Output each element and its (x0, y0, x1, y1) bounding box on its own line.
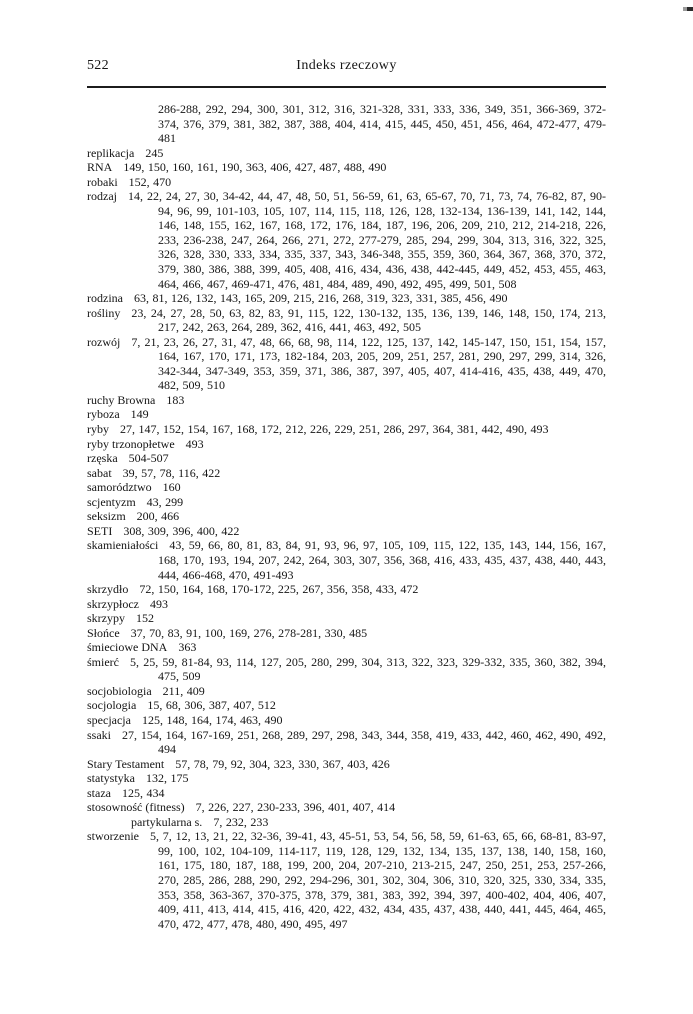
entry-pages: 57, 78, 79, 92, 304, 323, 330, 367, 403, 426 (175, 756, 390, 771)
entry-term: ruchy Browna (87, 392, 156, 407)
entry-pages: 504-507 (128, 451, 169, 466)
entry-pages: 493 (149, 596, 168, 611)
entry-term: Stary Testament (87, 756, 165, 771)
entry-pages: 15, 68, 306, 387, 407, 512 (147, 698, 276, 713)
index-entry (87, 335, 606, 393)
index-entry (87, 146, 606, 161)
index-entry (87, 786, 606, 801)
index-entry (87, 800, 606, 815)
entry-term: robaki (87, 174, 118, 189)
entry-term: stworzenie (87, 829, 139, 844)
index-entry (87, 597, 606, 612)
index-entry (87, 306, 606, 335)
index-entry (87, 495, 606, 510)
index-entry (87, 524, 606, 539)
index-entry (87, 407, 606, 422)
header-divider (87, 86, 606, 88)
entry-pages: 152, 470 (128, 174, 172, 189)
index-entry (87, 626, 606, 641)
entry-term: rośliny (87, 305, 121, 320)
entry-pages: 125, 148, 164, 174, 463, 490 (141, 712, 283, 727)
entry-pages: 43, 59, 66, 80, 81, 83, 84, 91, 93, 96, 97, 105, 109, 115, 122, 135, 143, 144, 156, 167, 168, 170, 193, 194, 207, 242, 264, 303, 307, 356, 368, 416, 433, 435, 437, 438, 440, 443, 444, 466-468, 470, 491-493 (158, 538, 606, 582)
entry-pages: 183 (166, 392, 185, 407)
entry-pages: 7, 232, 233 (213, 814, 269, 829)
entry-pages: 149, 150, 160, 161, 190, 363, 406, 427, 487, 488, 490 (123, 160, 387, 175)
entry-term: skrzypy (87, 611, 125, 626)
index-entry (87, 829, 606, 931)
entry-term: sabat (87, 465, 112, 480)
entry-pages: 493 (185, 436, 204, 451)
index-entry (87, 640, 606, 655)
entry-term: RNA (87, 160, 113, 175)
entry-pages: 27, 154, 164, 167-169, 251, 268, 289, 297, 298, 343, 344, 358, 419, 433, 442, 460, 462, 490, 492, 494 (122, 727, 606, 757)
entry-term: rzęska (87, 451, 118, 466)
entry-pages: 125, 434 (121, 785, 165, 800)
page-number: 522 (87, 58, 109, 73)
index-entry-continuation (87, 102, 606, 146)
entry-term: scjentyzm (87, 494, 136, 509)
entry-pages: 286-288, 292, 294, 300, 301, 312, 316, 321-328, 331, 333, 336, 349, 351, 366-369, 372-374, 376, 379, 381, 382, 387, 388, 404, 414, 415, 445, 450, 451, 456, 464, 472-477, 479-481 (158, 102, 606, 146)
entry-pages: 39, 57, 78, 116, 422 (122, 465, 221, 480)
index-entry (87, 160, 606, 175)
entry-term: samorództwo (87, 480, 152, 495)
entry-term: ryboza (87, 407, 120, 422)
entry-pages: 160 (162, 480, 181, 495)
index-entry (87, 728, 606, 757)
index-entry (87, 655, 606, 684)
index-entry (87, 393, 606, 408)
index-entry (87, 291, 606, 306)
page-header (87, 58, 606, 80)
index-entry (87, 611, 606, 626)
index-entry (87, 509, 606, 524)
entry-term: statystyka (87, 771, 135, 786)
entry-pages: 63, 81, 126, 132, 143, 165, 209, 215, 216, 268, 319, 323, 331, 385, 456, 490 (133, 291, 508, 306)
entry-term: skamieniałości (87, 538, 159, 553)
entry-term: stosowność (fitness) (87, 800, 185, 815)
entry-pages: 14, 22, 24, 27, 30, 34-42, 44, 47, 48, 50, 51, 56-59, 61, 63, 65-67, 70, 71, 73, 74, 76-82, 87, 90-94, 96, 99, 101-103, 105, 107, 114, 115, 118, 126, 128, 132-134, 136-139, 141, 142, 144, 146, 148, 155, 162, 167, 168, 172, 176, 184, 187, 196, 206, 209, 210, 212, 214-218, 226, 233, 236-238, 247, 264, 266, 271, 272, 277-279, 285, 294, 299, 304, 313, 316, 322, 325, 326, 328, 330, 333, 334, 335, 337, 343, 346-348, 355, 359, 360, 364, 367, 368, 370, 372, 379, 380, 386, 388, 399, 405, 408, 416, 434, 436, 438, 442-445, 449, 452, 453, 455, 463, 464, 466, 467, 469-471, 476, 481, 484, 489, 490, 492, 495, 499, 501, 508 (127, 189, 606, 291)
entry-pages: 43, 299 (146, 494, 184, 509)
index-entry (87, 698, 606, 713)
index-entry (87, 422, 606, 437)
index-entry (87, 757, 606, 772)
entry-pages: 5, 7, 12, 13, 21, 22, 32-36, 39-41, 43, 45-51, 53, 54, 56, 58, 59, 61-63, 65, 66, 68-81, 83-97, 99, 100, 102, 104-109, 114-117, 119, 128, 129, 132, 134, 135, 137, 138, 140, 158, 160, 161, 175, 180, 187, 188, 199, 200, 204, 207-210, 213-215, 247, 250, 251, 253, 257-266, 270, 285, 286, 288, 290, 292, 294-296, 301, 302, 304, 306, 310, 320, 325, 330, 334, 335, 353, 358, 363-367, 370-375, 378, 379, 381, 383, 392, 394, 397, 400-402, 404, 406, 407, 409, 411, 413, 414, 415, 416, 420, 422, 432, 434, 435, 437, 438, 440, 441, 445, 464, 465, 470, 472, 477, 478, 480, 490, 495, 497 (149, 829, 606, 931)
entry-pages: 7, 21, 23, 26, 27, 31, 47, 48, 66, 68, 98, 114, 122, 125, 137, 142, 145-147, 150, 151, 154, 157, 164, 167, 170, 171, 173, 182-184, 203, 205, 209, 251, 257, 281, 290, 297, 299, 314, 326, 342-344, 347-349, 353, 359, 371, 386, 387, 397, 405, 407, 414-416, 435, 438, 449, 470, 482, 509, 510 (131, 334, 606, 393)
entry-term: Słońce (87, 625, 120, 640)
entry-term: SETI (87, 523, 113, 538)
entry-term: staza (87, 785, 111, 800)
entry-pages: 5, 25, 59, 81-84, 93, 114, 127, 205, 280, 299, 304, 313, 322, 323, 329-332, 335, 360, 382, 394, 475, 509 (130, 654, 606, 684)
entry-term: socjologia (87, 698, 137, 713)
entry-term: rodzina (87, 291, 123, 306)
index-subentry (87, 815, 606, 830)
index-entry (87, 189, 606, 291)
entry-term: śmierć (87, 654, 119, 669)
entry-pages: 23, 24, 27, 28, 50, 63, 82, 83, 91, 115, 122, 130-132, 135, 136, 139, 146, 148, 150, 174, 213, 217, 242, 263, 264, 289, 362, 416, 441, 463, 492, 505 (131, 305, 606, 335)
entry-term: replikacja (87, 145, 135, 160)
entry-term: ryby trzonopłetwe (87, 436, 175, 451)
entry-pages: 363 (178, 640, 197, 655)
entry-term: partykularna s. (131, 814, 203, 829)
index-entry (87, 451, 606, 466)
index-entry (87, 480, 606, 495)
scan-artifact-mark (683, 7, 693, 11)
entry-pages: 245 (145, 145, 164, 160)
entry-term: rozwój (87, 334, 121, 349)
entry-term: ssaki (87, 727, 111, 742)
entry-pages: 152 (136, 611, 154, 626)
entry-pages: 37, 70, 83, 91, 100, 169, 276, 278-281, 330, 485 (130, 625, 368, 640)
entry-pages: 132, 175 (146, 771, 189, 786)
index-entry (87, 684, 606, 699)
entry-term: seksizm (87, 509, 126, 524)
entry-term: skrzydło (87, 582, 129, 597)
running-title: Indeks rzeczowy (296, 58, 397, 73)
entry-pages: 211, 409 (162, 683, 205, 698)
entry-term: śmieciowe DNA (87, 640, 168, 655)
entry-pages: 27, 147, 152, 154, 167, 168, 172, 212, 226, 229, 251, 286, 297, 364, 381, 442, 490, 493 (120, 422, 549, 437)
index-entry (87, 771, 606, 786)
index-entry (87, 175, 606, 190)
index-entry (87, 466, 606, 481)
index-entry (87, 538, 606, 582)
entry-term: ryby (87, 422, 109, 437)
entry-term: specjacja (87, 712, 131, 727)
entry-pages: 72, 150, 164, 168, 170-172, 225, 267, 356, 358, 433, 472 (139, 582, 419, 597)
index-entry (87, 437, 606, 452)
entry-pages: 308, 309, 396, 400, 422 (123, 523, 240, 538)
entry-pages: 149 (130, 407, 149, 422)
entry-term: socjobiologia (87, 683, 152, 698)
entry-term: rodzaj (87, 189, 117, 204)
entry-pages: 7, 226, 227, 230-233, 396, 401, 407, 414 (195, 800, 396, 815)
entry-pages: 200, 466 (136, 509, 180, 524)
index-entry (87, 713, 606, 728)
entry-term: skrzypłocz (87, 596, 139, 611)
index-entry (87, 582, 606, 597)
index-entries (87, 102, 606, 931)
